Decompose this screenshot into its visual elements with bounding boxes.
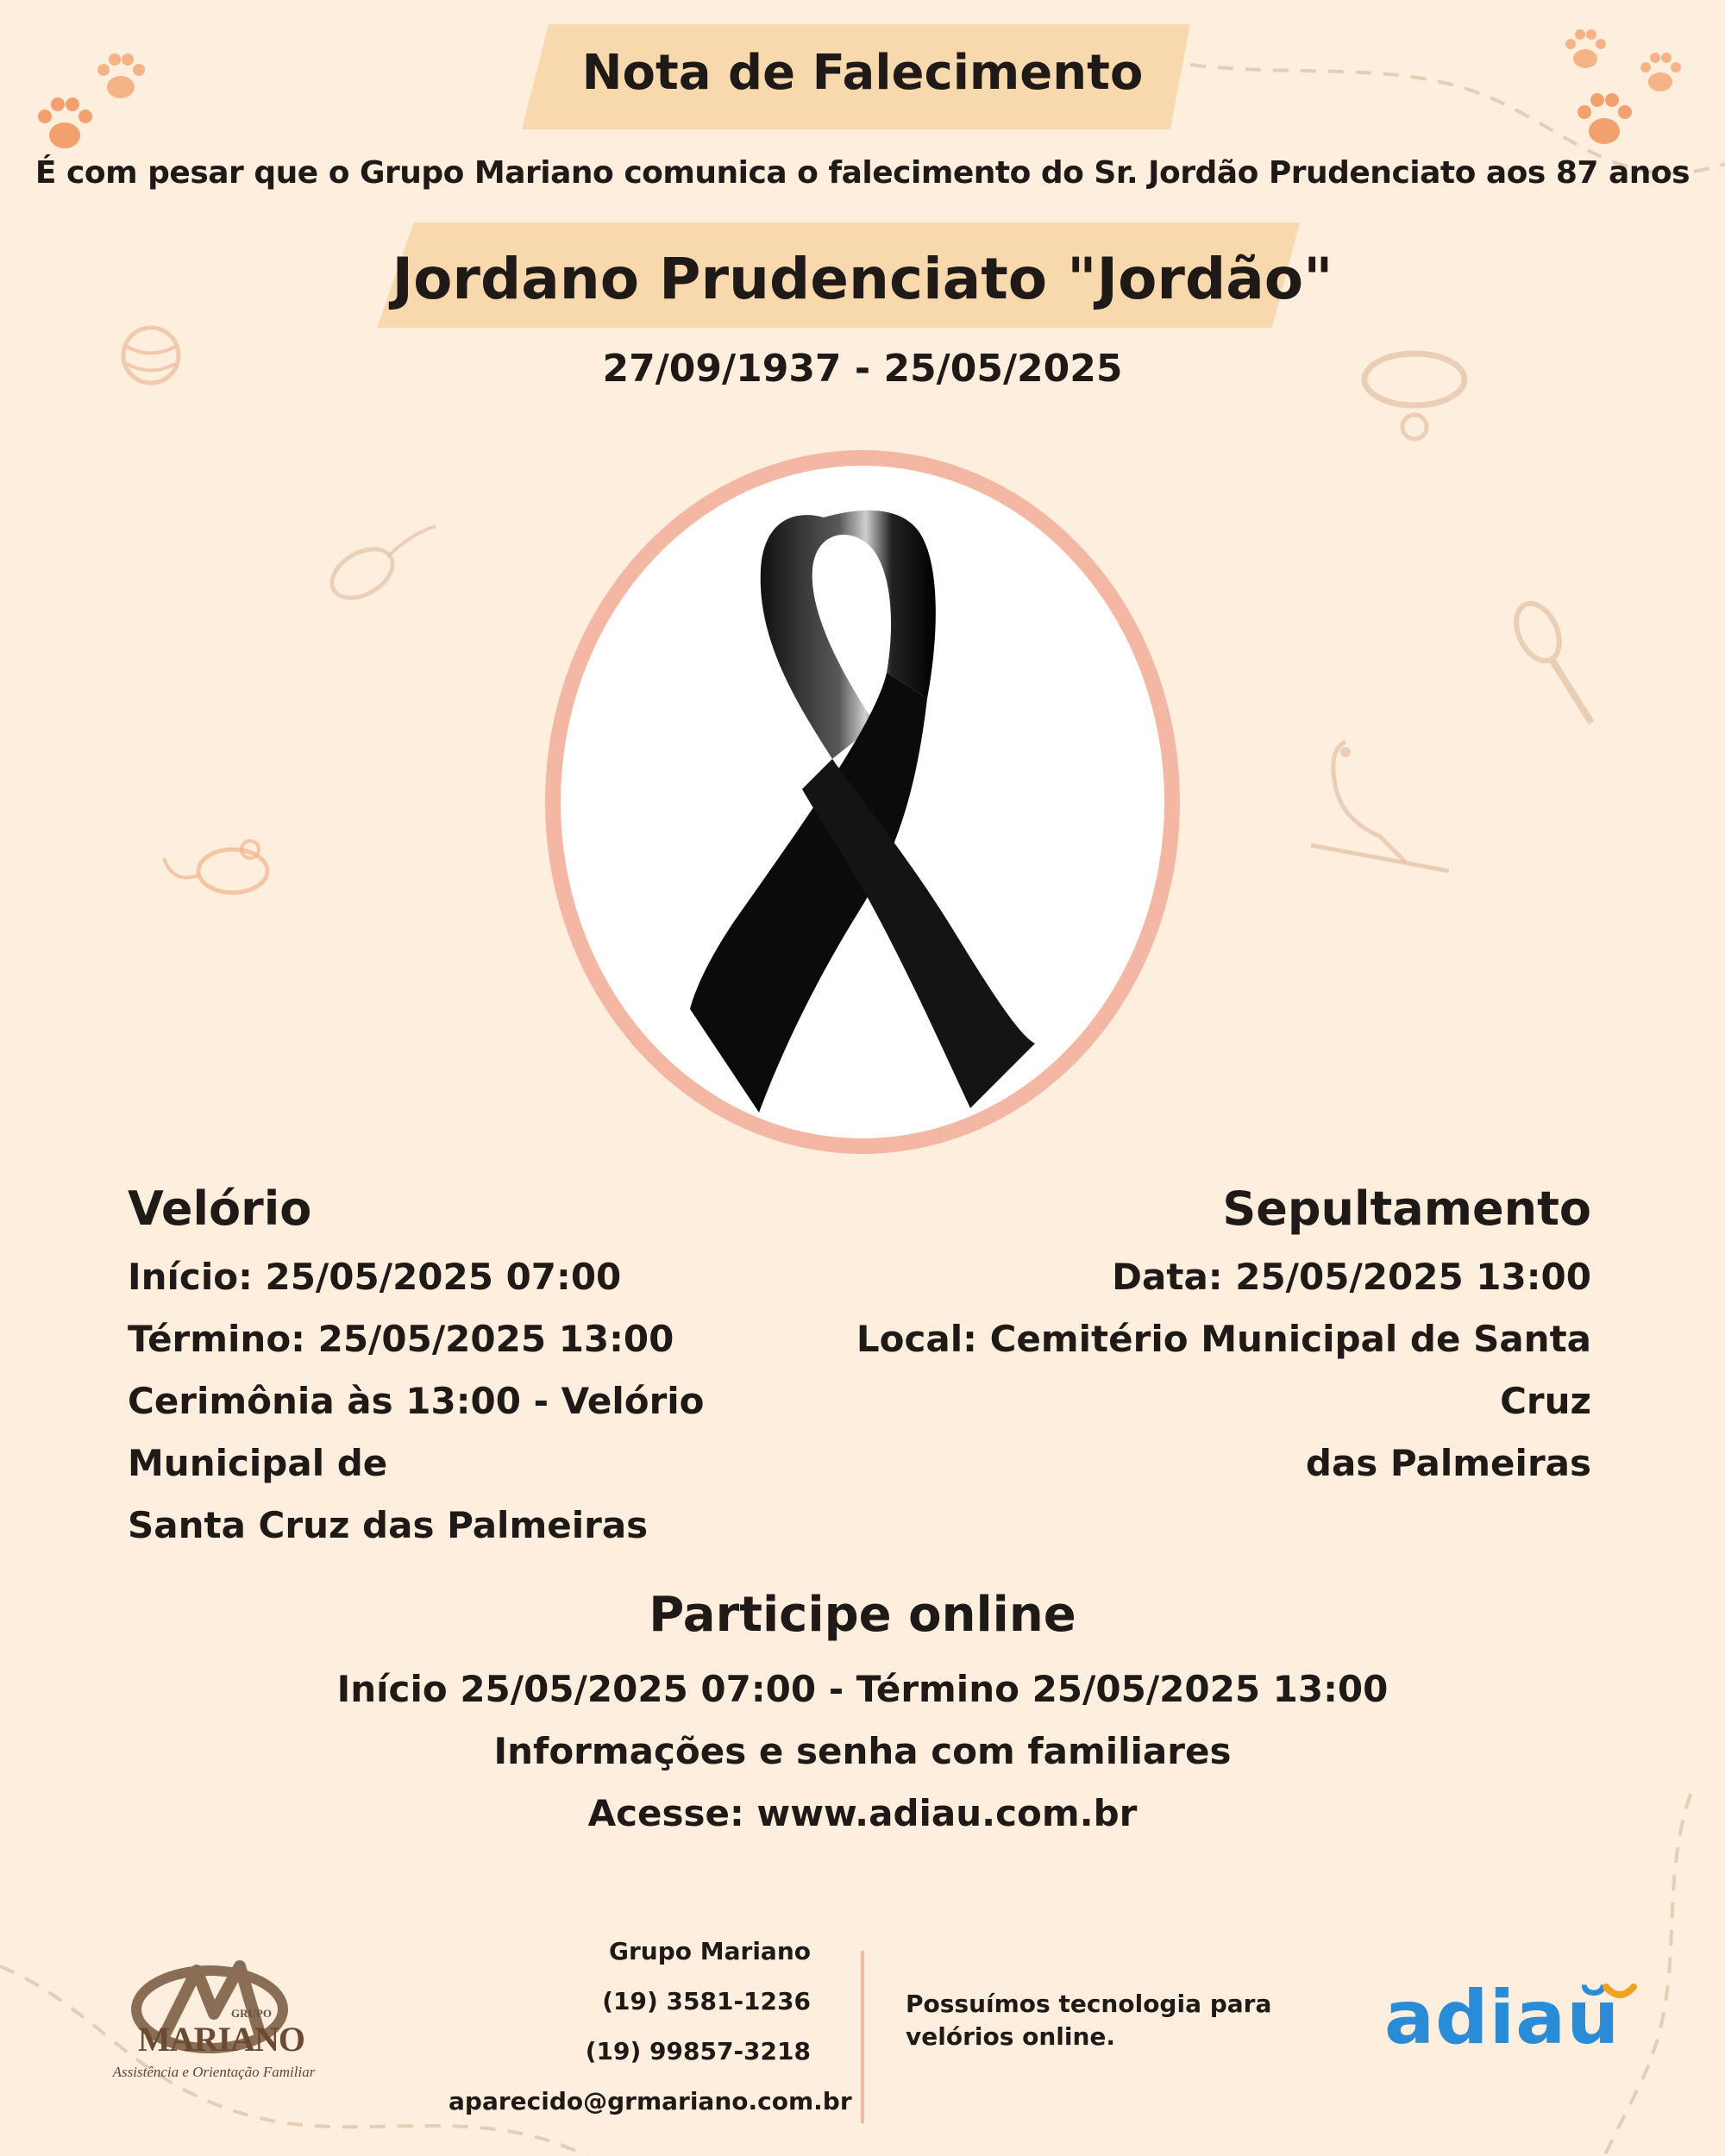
velorio-title: Velório bbox=[128, 1181, 312, 1236]
mariano-logo-small: GRUPO bbox=[231, 2007, 272, 2020]
sepultamento-title: Sepultamento bbox=[1222, 1181, 1591, 1236]
tech-note: Possuímos tecnologia para velórios online. bbox=[906, 1990, 1272, 2051]
mariano-logo bbox=[102, 1953, 326, 2100]
email-link[interactable]: aparecido@grmariano.com.br bbox=[448, 2087, 852, 2115]
phone-mobile[interactable]: (19) 99857-3218 bbox=[585, 2037, 811, 2065]
deceased-name: Jordano Prudenciato "Jordão" bbox=[392, 246, 1333, 312]
velorio-end: Término: 25/05/2025 13:00 bbox=[128, 1318, 674, 1360]
online-access-link[interactable]: Acesse: www.adiau.com.br bbox=[587, 1792, 1138, 1834]
parakeet-icon bbox=[1294, 724, 1449, 897]
velorio-start: Início: 25/05/2025 07:00 bbox=[128, 1256, 622, 1298]
mariano-logo-tagline: Assistência e Orientação Familiar bbox=[112, 2064, 316, 2080]
sepultamento-date: Data: 25/05/2025 13:00 bbox=[1112, 1256, 1591, 1298]
online-section bbox=[0, 1587, 1725, 1845]
fish-icon bbox=[315, 517, 436, 621]
contact-info bbox=[448, 1927, 852, 2127]
online-info: Informações e senha com familiares bbox=[493, 1730, 1232, 1772]
sepultamento-location: Local: Cemitério Municipal de Santa Cruz bbox=[856, 1318, 1591, 1422]
page-title: Nota de Falecimento bbox=[581, 45, 1144, 101]
announcement-text: É com pesar que o Grupo Mariano comunica o falecimento do Sr. Jordão Prudenciato aos 87 anos bbox=[34, 155, 1690, 191]
adiau-logo: adiaŭ bbox=[1384, 1975, 1621, 2061]
velorio-section bbox=[128, 1181, 904, 1557]
adiau-logo-accent bbox=[1603, 1984, 1637, 2002]
sepultamento-location-cont: das Palmeiras bbox=[1305, 1442, 1591, 1484]
phone-landline[interactable]: (19) 3581-1236 bbox=[602, 1987, 811, 2015]
sepultamento-section bbox=[815, 1181, 1591, 1495]
online-title: Participe online bbox=[649, 1587, 1076, 1643]
mourning-ribbon-frame bbox=[535, 440, 1190, 1181]
brush-icon bbox=[1505, 593, 1600, 731]
mouse-icon bbox=[155, 824, 285, 910]
velorio-location: Santa Cruz das Palmeiras bbox=[128, 1504, 649, 1546]
online-schedule: Início 25/05/2025 07:00 - Término 25/05/2025 13:00 bbox=[336, 1668, 1389, 1710]
life-dates: 27/09/1937 - 25/05/2025 bbox=[602, 347, 1123, 391]
footer-divider bbox=[861, 1951, 864, 2123]
velorio-ceremony: Cerimônia às 13:00 - Velório Municipal de bbox=[128, 1380, 705, 1484]
paw-icon bbox=[30, 91, 99, 160]
company-name: Grupo Mariano bbox=[609, 1937, 811, 1965]
mariano-logo-brand: MARIANO bbox=[138, 2020, 304, 2059]
